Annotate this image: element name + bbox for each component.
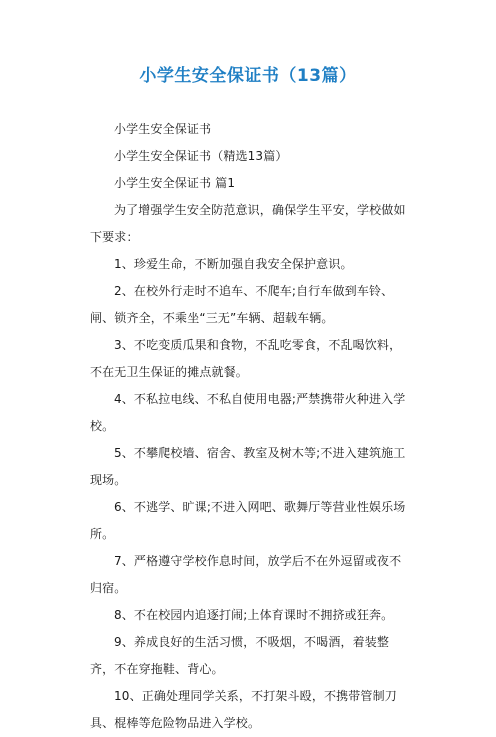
paragraph-item-7: 7、严格遵守学校作息时间，放学后不在外逗留或夜不归宿。 [90,554,402,595]
paragraph-heading: 小学生安全保证书 [114,122,212,136]
document-title: 小学生安全保证书（13篇） [139,66,357,86]
paragraph-item-1: 1、珍爱生命，不断加强自我安全保护意识。 [114,257,353,271]
paragraph-item-9: 9、养成良好的生活习惯，不吸烟，不喝酒，着装整齐，不在穿拖鞋、背心。 [90,635,390,676]
paragraph-item-5: 5、不攀爬校墙、宿舍、教室及树木等;不进入建筑施工现场。 [90,446,406,487]
paragraph-item-4: 4、不私拉电线、不私自使用电器;严禁携带火种进入学校。 [90,392,406,433]
paragraph-item-10: 10、正确处理同学关系，不打架斗殴，不携带管制刀具、棍棒等危险物品进入学校。 [90,689,397,730]
paragraph-item-6: 6、不逃学、旷课;不进入网吧、歌舞厅等营业性娱乐场所。 [90,500,406,541]
document-body [90,116,412,737]
paragraph-subtitle: 小学生安全保证书（精选13篇） [114,149,288,163]
paragraph-section-title: 小学生安全保证书 篇1 [114,176,236,190]
paragraph-item-2: 2、在校外行走时不追车、不爬车;自行车做到车铃、闸、锁齐全，不乘坐“三无”车辆、超载车辆。 [90,284,394,325]
paragraph-item-8: 8、不在校园内追逐打闹;上体育课时不拥挤或狂奔。 [114,608,394,622]
paragraph-intro: 为了增强学生安全防范意识，确保学生平安，学校做如下要求： [90,203,406,244]
paragraph-item-3: 3、不吃变质瓜果和食物，不乱吃零食，不乱喝饮料，不在无卫生保证的摊点就餐。 [90,338,402,379]
